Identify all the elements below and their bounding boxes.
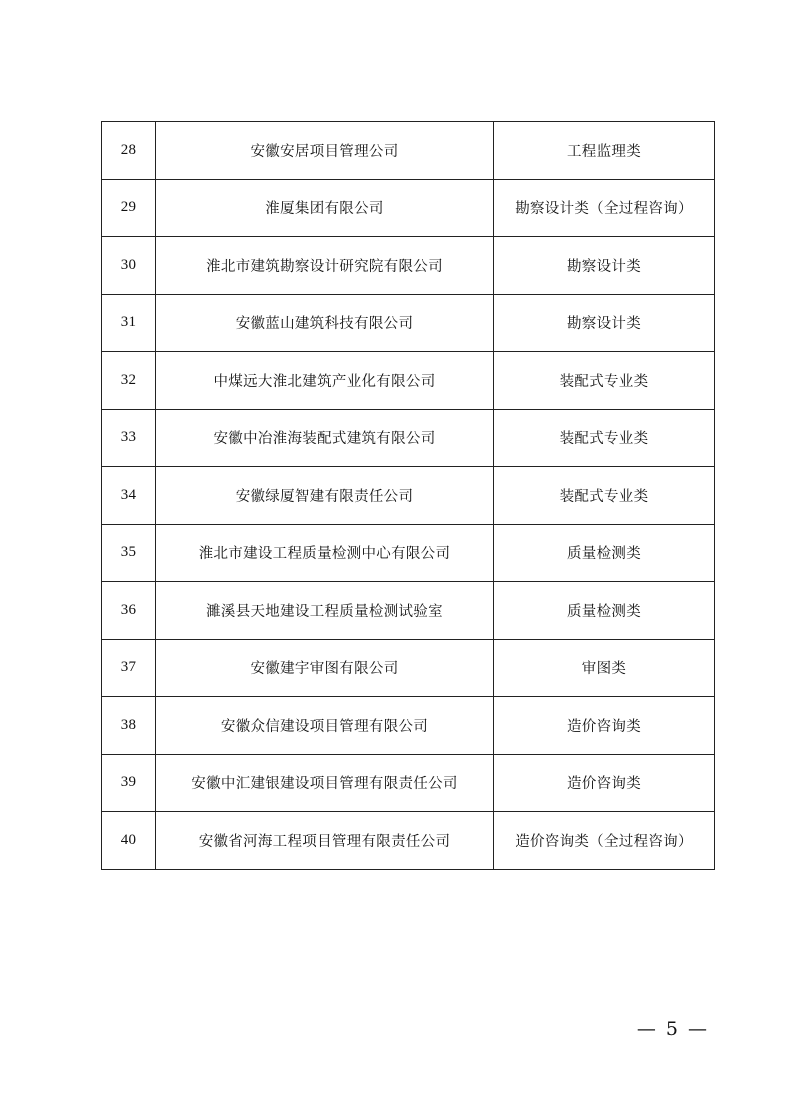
row-number: 32: [102, 352, 156, 410]
row-number: 35: [102, 524, 156, 582]
row-number: 33: [102, 409, 156, 467]
row-number: 40: [102, 812, 156, 870]
table-row: [102, 812, 715, 870]
company-category: 装配式专业类: [494, 467, 715, 525]
company-name: 淮厦集团有限公司: [156, 179, 494, 237]
row-number: 38: [102, 697, 156, 755]
company-category: 装配式专业类: [494, 352, 715, 410]
company-name: 安徽省河海工程项目管理有限责任公司: [156, 812, 494, 870]
company-name: 安徽中冶淮海装配式建筑有限公司: [156, 409, 494, 467]
page-number: — 5 —: [636, 1018, 709, 1040]
company-category: 质量检测类: [494, 582, 715, 640]
company-name: 安徽中汇建银建设项目管理有限责任公司: [156, 754, 494, 812]
company-name: 安徽建宇审图有限公司: [156, 639, 494, 697]
table-body: [102, 122, 715, 870]
company-category: 勘察设计类（全过程咨询）: [494, 179, 715, 237]
row-number: 30: [102, 237, 156, 295]
company-name: 中煤远大淮北建筑产业化有限公司: [156, 352, 494, 410]
row-number: 37: [102, 639, 156, 697]
row-number: 34: [102, 467, 156, 525]
row-number: 29: [102, 179, 156, 237]
table-row: [102, 639, 715, 697]
company-category: 质量检测类: [494, 524, 715, 582]
company-category: 勘察设计类: [494, 237, 715, 295]
table-row: [102, 754, 715, 812]
row-number: 36: [102, 582, 156, 640]
company-category: 勘察设计类: [494, 294, 715, 352]
company-category: 造价咨询类: [494, 754, 715, 812]
company-name: 安徽众信建设项目管理有限公司: [156, 697, 494, 755]
table-row: [102, 697, 715, 755]
table-row: [102, 179, 715, 237]
table-row: [102, 352, 715, 410]
company-name: 安徽绿厦智建有限责任公司: [156, 467, 494, 525]
company-name: 淮北市建筑勘察设计研究院有限公司: [156, 237, 494, 295]
table-row: [102, 294, 715, 352]
company-category: 装配式专业类: [494, 409, 715, 467]
company-category: 审图类: [494, 639, 715, 697]
row-number: 39: [102, 754, 156, 812]
company-name: 安徽蓝山建筑科技有限公司: [156, 294, 494, 352]
company-name: 淮北市建设工程质量检测中心有限公司: [156, 524, 494, 582]
company-name: 濉溪县天地建设工程质量检测试验室: [156, 582, 494, 640]
table-row: [102, 582, 715, 640]
table-row: [102, 524, 715, 582]
company-category: 工程监理类: [494, 122, 715, 180]
company-category: 造价咨询类: [494, 697, 715, 755]
table-row: [102, 409, 715, 467]
table-row: [102, 122, 715, 180]
row-number: 28: [102, 122, 156, 180]
company-list-table: [101, 121, 715, 870]
table-row: [102, 237, 715, 295]
table-row: [102, 467, 715, 525]
row-number: 31: [102, 294, 156, 352]
company-category: 造价咨询类（全过程咨询）: [494, 812, 715, 870]
company-name: 安徽安居项目管理公司: [156, 122, 494, 180]
